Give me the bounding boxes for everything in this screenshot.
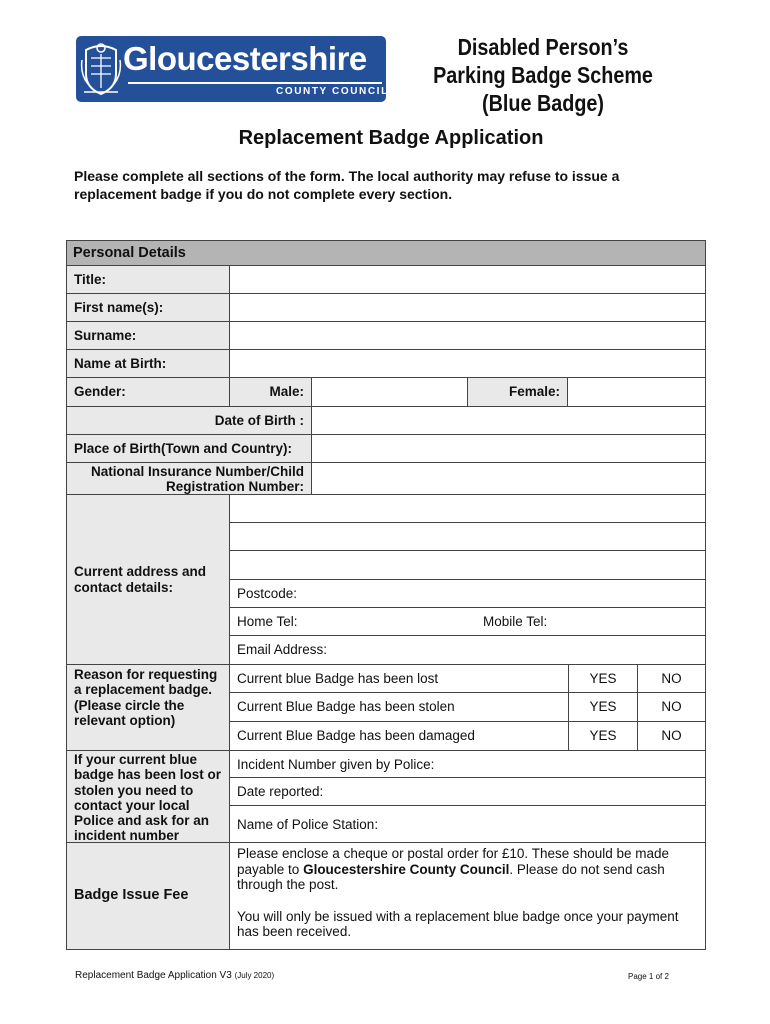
- council-logo: [76, 36, 389, 102]
- fee-note: You will only be issued with a replacement blue badge once your payment has been received.: [237, 908, 679, 939]
- female-label: Female:: [468, 378, 568, 407]
- reason-stolen-yes[interactable]: YES: [569, 693, 638, 722]
- fee-text-after: . Please do not send cash through the post.: [237, 861, 665, 892]
- title-field[interactable]: [230, 266, 705, 294]
- place-of-birth-label: Place of Birth(Town and Country):: [67, 435, 312, 463]
- reason-label: Reason for requesting a replacement badge. (Please circle the relevant option): [67, 665, 230, 751]
- reason-stolen-no[interactable]: NO: [638, 693, 705, 722]
- logo-divider: [128, 82, 382, 84]
- address-line-1-field[interactable]: [230, 495, 705, 523]
- reason-damaged-yes[interactable]: YES: [569, 722, 638, 751]
- reason-lost-text: Current blue Badge has been lost: [230, 665, 569, 693]
- female-field[interactable]: [568, 378, 705, 407]
- date-reported-field[interactable]: Date reported:: [230, 778, 705, 806]
- gender-label: Gender:: [67, 378, 230, 407]
- badge-fee-text: [230, 843, 705, 949]
- dob-label: Date of Birth :: [67, 407, 312, 435]
- postcode-field[interactable]: Postcode:: [230, 580, 705, 608]
- logo-subtitle: COUNTY COUNCIL: [276, 86, 389, 97]
- place-of-birth-field[interactable]: [312, 435, 705, 463]
- reason-damaged-no[interactable]: NO: [638, 722, 705, 751]
- fee-payee: Gloucestershire County Council: [303, 861, 510, 877]
- scheme-title-line2: Parking Badge Scheme: [433, 62, 653, 88]
- police-station-field[interactable]: Name of Police Station:: [230, 806, 705, 843]
- home-tel-field[interactable]: Home Tel:: [230, 608, 476, 636]
- footer-doc-name: Replacement Badge Application V3: [75, 970, 232, 981]
- personal-details-header: Personal Details: [67, 241, 705, 266]
- email-field[interactable]: Email Address:: [230, 636, 705, 665]
- reason-stolen-text: Current Blue Badge has been stolen: [230, 693, 569, 722]
- name-at-birth-field[interactable]: [230, 350, 705, 378]
- reason-damaged-text: Current Blue Badge has been damaged: [230, 722, 569, 751]
- dob-field[interactable]: [312, 407, 705, 435]
- intro-text: Please complete all sections of the form. The local authority may refuse to issue a replacement badge if you do not complete every section.: [74, 168, 620, 202]
- footer-doc: [75, 970, 274, 981]
- reason-lost-no[interactable]: NO: [638, 665, 705, 693]
- logo-name: Gloucestershire: [123, 40, 367, 77]
- fee-text-before: Please enclose a cheque or postal order for £10. These should be made payable to: [237, 846, 670, 877]
- ni-number-label: National Insurance Number/Child Registration Number:: [67, 463, 312, 495]
- mobile-tel-field[interactable]: Mobile Tel:: [476, 608, 705, 636]
- first-name-label: First name(s):: [67, 294, 230, 322]
- address-label: Current address and contact details:: [67, 495, 230, 665]
- scheme-title-line3: (Blue Badge): [482, 90, 604, 116]
- badge-fee-label: Badge Issue Fee: [67, 843, 230, 949]
- footer-doc-date: (July 2020): [234, 971, 275, 980]
- male-label: Male:: [230, 378, 312, 407]
- ni-number-field[interactable]: [312, 463, 705, 495]
- surname-label: Surname:: [67, 322, 230, 350]
- address-line-3-field[interactable]: [230, 551, 705, 580]
- footer-page-number: Page 1 of 2: [628, 972, 669, 981]
- application-form: [66, 240, 706, 950]
- fee-instructions: [237, 846, 698, 893]
- council-crest-icon: [80, 40, 122, 98]
- police-label: If your current blue badge has been lost or stolen you need to contact your local Police and ask for an incident number: [67, 751, 230, 843]
- scheme-title-line1: Disabled Person’s: [457, 34, 629, 60]
- title-label: Title:: [67, 266, 230, 294]
- surname-field[interactable]: [230, 322, 705, 350]
- scheme-title: [433, 33, 653, 117]
- reason-lost-yes[interactable]: YES: [569, 665, 638, 693]
- name-at-birth-label: Name at Birth:: [67, 350, 230, 378]
- address-line-2-field[interactable]: [230, 523, 705, 551]
- first-name-field[interactable]: [230, 294, 705, 322]
- incident-number-field[interactable]: Incident Number given by Police:: [230, 751, 705, 778]
- form-title: Replacement Badge Application: [238, 127, 544, 149]
- male-field[interactable]: [312, 378, 468, 407]
